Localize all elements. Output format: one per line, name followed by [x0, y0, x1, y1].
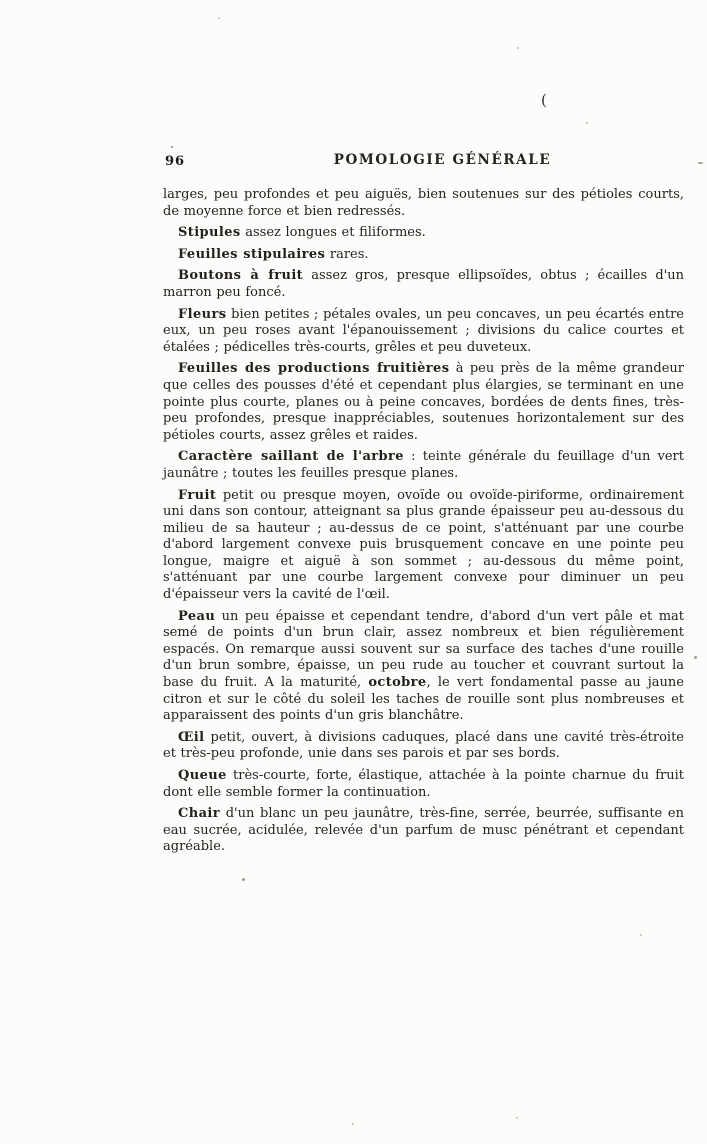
paragraph: [163, 609, 684, 725]
scan-speck: [218, 17, 220, 19]
scan-speck: [352, 1123, 354, 1125]
paragraph-lead-bold: Chair: [178, 806, 221, 822]
scan-speck: [698, 162, 703, 164]
paragraph: [163, 307, 684, 357]
paragraph: [163, 806, 684, 856]
paragraph: [163, 361, 684, 444]
paragraph-text: assez gros, presque ellipsoïdes, obtus ; écailles d'un marron peu foncé.: [163, 268, 684, 300]
paragraph: [163, 768, 684, 801]
body-paragraphs: [163, 187, 684, 856]
paragraph: [163, 730, 684, 763]
paragraph-text: très-courte, forte, élastique, attachée à la pointe charnue du fruit dont elle semble former la continuation.: [163, 768, 684, 800]
scan-speck: [640, 934, 642, 936]
paragraph-text: larges, peu profondes et peu aiguës, bien soutenues sur des pétioles courts, de moyenne force et bien redressés.: [163, 187, 684, 219]
paragraph-text: , le vert fondamental passe au jaune citron et sur le côté du soleil les taches de rouille sont plus nombreuses et apparaissent des points d'un gris blanchâtre.: [163, 675, 684, 724]
scan-speck: [694, 656, 697, 659]
running-title: POMOLOGIE GÉNÉRALE: [333, 152, 552, 168]
paragraph-text: à peu près de la même grandeur que celles des pousses d'été et cependant plus élargies, se terminant en une pointe plus courte, planes ou à peine concaves, bordées de dents fines, très-peu profondes, presque inappréciables, soutenues horizontalement sur des pétioles courts, assez grêles et raides.: [163, 361, 684, 443]
paragraph-lead-bold: Fruit: [178, 487, 217, 503]
scan-speck: [242, 878, 245, 881]
paragraph-lead-bold: Boutons à fruit: [178, 268, 304, 284]
paragraph-lead-bold: Peau: [178, 608, 216, 624]
paragraph-text: rares.: [325, 246, 369, 262]
page-number: 96: [165, 154, 186, 169]
paragraph: [163, 225, 684, 242]
paragraph-lead-bold: Queue: [178, 768, 227, 783]
paragraph-lead-bold: Stipules: [178, 225, 241, 241]
paragraph-text: petit, ouvert, à divisions caduques, placé dans une cavité très-étroite et très-peu profonde, unie dans ses parois et par ses bords.: [163, 729, 684, 762]
paragraph-text: assez longues et filiformes.: [240, 225, 426, 241]
paragraph: [163, 247, 684, 264]
scan-speck: [586, 122, 588, 124]
paragraph-text: : teinte générale du feuillage d'un vert jaunâtre ; toutes les feuilles presque planes.: [163, 449, 685, 481]
page-header: [163, 152, 684, 174]
paragraph-text: bien petites ; pétales ovales, un peu concaves, un peu écartés entre eux, un peu roses avant l'épanouissement ; divisions du calice courtes et étalées ; pédicelles très-courts, grêles et peu duveteux.: [163, 306, 684, 355]
paragraph-text: un peu épaisse et cependant tendre, d'abord d'un vert pâle et mat semé de points d'un brun clair, assez nombreux et bien régulièrement espacés. On remarque aussi souvent sur sa surface des taches d'une rouille d'un brun sombre, épaisse, un peu rude au toucher et couvrant surtout la base du fruit. A la maturité,: [163, 608, 684, 691]
scan-speck: [171, 146, 173, 148]
scan-speck: [516, 1117, 518, 1119]
scan-artifact-paren: (: [541, 91, 547, 109]
scan-speck: [517, 47, 519, 49]
paragraph-lead-bold: Feuilles des productions fruitières: [178, 361, 450, 377]
paragraph-lead-bold: Caractère saillant de l'arbre: [178, 449, 404, 465]
paragraph-text: petit ou presque moyen, ovoïde ou ovoïde-piriforme, ordinairement uni dans son contour, atteignant sa plus grande épaisseur peu au-dessous du milieu de sa hauteur ; au-dessus de ce point, s'atténuant par une courbe d'abord largement convexe puis brusquement concave en une pointe peu longue, maigre et aiguë à son sommet ; au-dessous du même point, s'atténuant par une courbe largement convexe pour diminuer un peu d'épaisseur vers la cavité de l'œil.: [163, 487, 684, 603]
paragraph: [163, 449, 684, 482]
paragraph-text: d'un blanc un peu jaunâtre, très-fine, serrée, beurrée, suffisante en eau sucrée, acidulée, relevée d'un parfum de musc pénétrant et cependant agréable.: [163, 806, 684, 855]
paragraph-lead-bold: Feuilles stipulaires: [178, 246, 326, 262]
paragraph: [163, 187, 684, 220]
paragraph-lead-bold: Fleurs: [178, 306, 227, 322]
paragraph: [163, 268, 684, 301]
paragraph-lead-bold: Œil: [178, 729, 205, 745]
paragraph: [163, 488, 684, 604]
paragraph-lead-bold: octobre: [368, 675, 427, 691]
